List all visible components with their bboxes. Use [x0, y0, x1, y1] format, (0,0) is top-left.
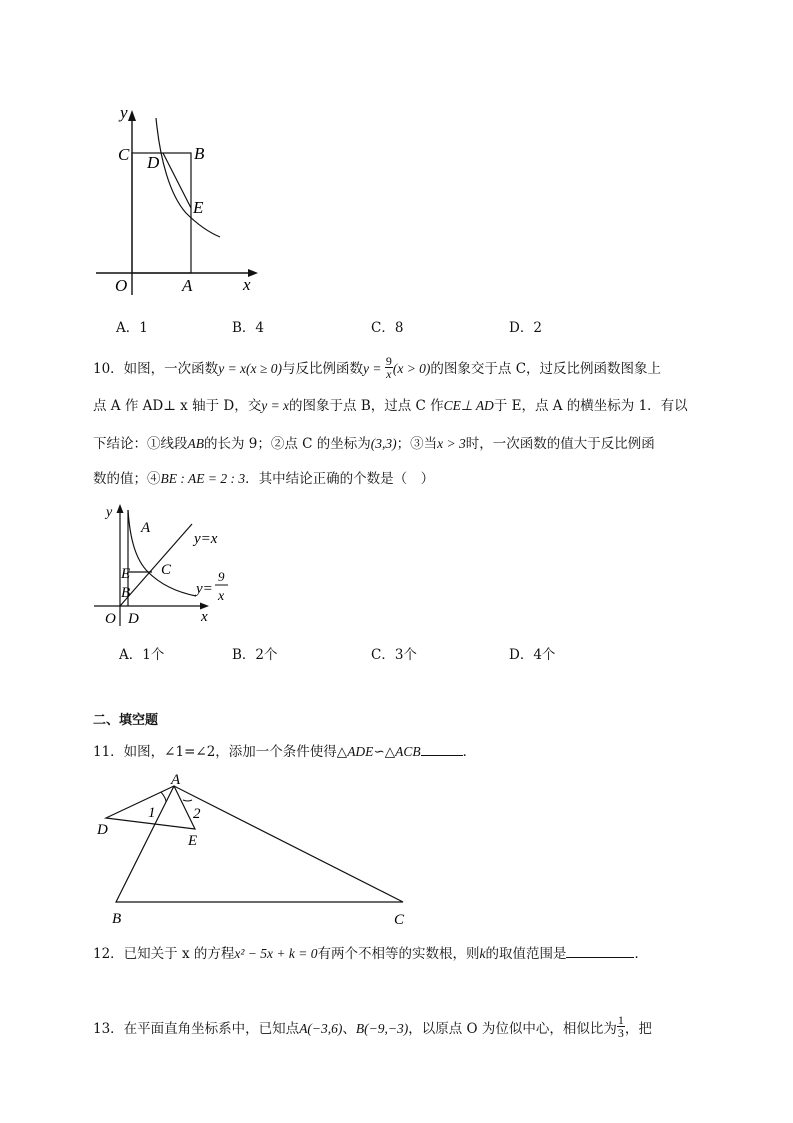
q9-option-d[interactable]: D．2 [509, 320, 542, 336]
q10-option-c[interactable]: C．3个 [371, 647, 417, 663]
q10-fraction [385, 355, 393, 380]
angle-1-arc [161, 792, 166, 802]
label-a: A [182, 276, 193, 295]
label-o: O [115, 276, 128, 295]
q13-c: ，把 [624, 1021, 652, 1037]
q10-l2-yx: y = x [261, 398, 290, 413]
q10-option-b[interactable]: B．2个 [232, 647, 278, 663]
label-e: E [193, 198, 204, 217]
label-e: E [121, 566, 131, 582]
q12-k: k [479, 946, 486, 961]
q11-text [93, 743, 476, 761]
q10-l3-x3: x > 3 [437, 436, 466, 451]
q10-l4a: 数的值；④ [93, 471, 161, 487]
q13-a: 13．在平面直角坐标系中，已知点 [93, 1021, 300, 1037]
q11-answer-blank[interactable] [421, 743, 463, 756]
q10-l2-ce: CE⊥ AD [443, 398, 494, 413]
q11-ade: ADE [347, 744, 374, 759]
q13-pa: A(−3,6) [299, 1021, 343, 1036]
q10-y1: y [218, 361, 225, 376]
label-e: E [188, 833, 198, 849]
q10-eq1: = x [224, 361, 247, 376]
q13-frac-num: 1 [617, 1013, 624, 1027]
label-b: B [112, 911, 122, 927]
q10-option-a[interactable]: A．1个 [119, 647, 165, 663]
q10-text-c: 的图象交于点 C，过反比例函数图象上 [430, 361, 662, 377]
q10-y2: y [362, 361, 369, 376]
q10-l4-ratio: BE : AE = 2 : 3 [160, 471, 246, 486]
q13-sep: 、 [342, 1021, 356, 1037]
q11-sim: ∽△ [373, 744, 396, 760]
q12-b: 有两个不相等的实数根，则 [317, 946, 480, 962]
label-a: A [171, 772, 181, 788]
rectangle-oabc [132, 153, 191, 273]
label-o: O [105, 611, 116, 627]
label-frac-den: x [218, 589, 225, 604]
q10-frac-den: x [386, 367, 392, 381]
angle-2-arc [183, 800, 192, 801]
q10-option-d[interactable]: D．4个 [509, 647, 556, 663]
q9-figure [90, 100, 270, 300]
q10-l3a: 下结论：①线段 [93, 436, 188, 452]
line-y-equals-x [120, 524, 192, 606]
q10-eq2: = [368, 361, 385, 376]
q10-figure [88, 500, 248, 630]
q10-l2b: 的图象于点 B，过点 C 作 [289, 398, 444, 414]
section-heading: 二、填空题 [93, 713, 159, 728]
label-x: x [201, 609, 208, 625]
hyperbola-curve [156, 118, 220, 237]
q10-line-2 [93, 397, 688, 415]
y-axis-arrow [117, 504, 124, 513]
q10-l3b: 的长为 9；②点 C 的坐标为 [204, 436, 371, 452]
q12-a: 12．已知关于 x 的方程 [93, 946, 235, 962]
q12-answer-blank[interactable] [566, 945, 634, 958]
q13-pb: B(−9,−3) [355, 1021, 409, 1036]
q10-line-3 [93, 435, 655, 453]
q12-end: ． [634, 946, 648, 962]
q12-text [93, 945, 648, 963]
q9-option-c[interactable]: C．8 [371, 320, 404, 336]
q10-line-1 [93, 354, 662, 382]
q10-l3c: ；③当 [396, 436, 438, 452]
hyperbola-curve [128, 510, 196, 596]
label-2: 2 [193, 806, 201, 822]
q10-l3d: 时，一次函数的值大于反比例函 [465, 436, 655, 452]
label-y: y [120, 103, 128, 122]
q12-eq: x² − 5x + k = 0 [234, 946, 318, 961]
label-b: B [194, 144, 205, 163]
q10-l2c: 于 E，点 A 的横坐标为 1．有以 [493, 398, 688, 414]
q12-c: 的取值范围是 [485, 946, 567, 962]
q10-line-4 [93, 470, 434, 488]
q11-figure [88, 772, 418, 932]
q13-frac-den: 3 [617, 1026, 624, 1040]
q10-l3-ab: AB [187, 436, 204, 451]
label-d: D [147, 153, 160, 172]
q9-option-b[interactable]: B．4 [232, 320, 265, 336]
q10-frac-num: 9 [385, 354, 392, 368]
label-d: D [128, 611, 139, 627]
label-y: y [106, 505, 113, 520]
q10-domain2: (x > 0) [392, 361, 431, 376]
q11-text-a: 11．如图，∠1=∠2，添加一个条件使得△ [93, 744, 348, 760]
q10-l3-pt: (3,3) [370, 436, 397, 451]
label-c: C [118, 145, 130, 164]
label-d: D [97, 822, 108, 838]
q10-l2a: 点 A 作 AD⊥ x 轴于 D，交 [93, 398, 262, 414]
y-axis-arrow [128, 110, 136, 121]
q11-end: ． [462, 744, 477, 760]
q10-domain1: (x ≥ 0) [246, 361, 282, 376]
q13-fraction [617, 1014, 625, 1039]
q10-prefix: 10．如图，一次函数 [93, 361, 219, 377]
q10-text-b: 与反比例函数 [281, 361, 363, 377]
label-1: 1 [148, 805, 156, 821]
label-a: A [141, 520, 151, 536]
label-c: C [394, 912, 405, 928]
label-yx: y=x [194, 531, 218, 547]
label-b: B [121, 585, 131, 601]
triangle-abc [116, 786, 403, 902]
q13-b: ，以原点 O 为位似中心，相似比为 [408, 1021, 617, 1037]
q10-l4b: ．其中结论正确的个数是（ ） [245, 471, 435, 487]
q13-text [93, 1013, 652, 1042]
label-frac-num: 9 [218, 569, 225, 584]
label-y-eq: y= [196, 581, 213, 597]
q9-option-a[interactable]: A．1 [116, 320, 148, 336]
label-x: x [243, 275, 251, 294]
q11-acb: ACB [395, 744, 421, 759]
label-c: C [161, 562, 172, 578]
